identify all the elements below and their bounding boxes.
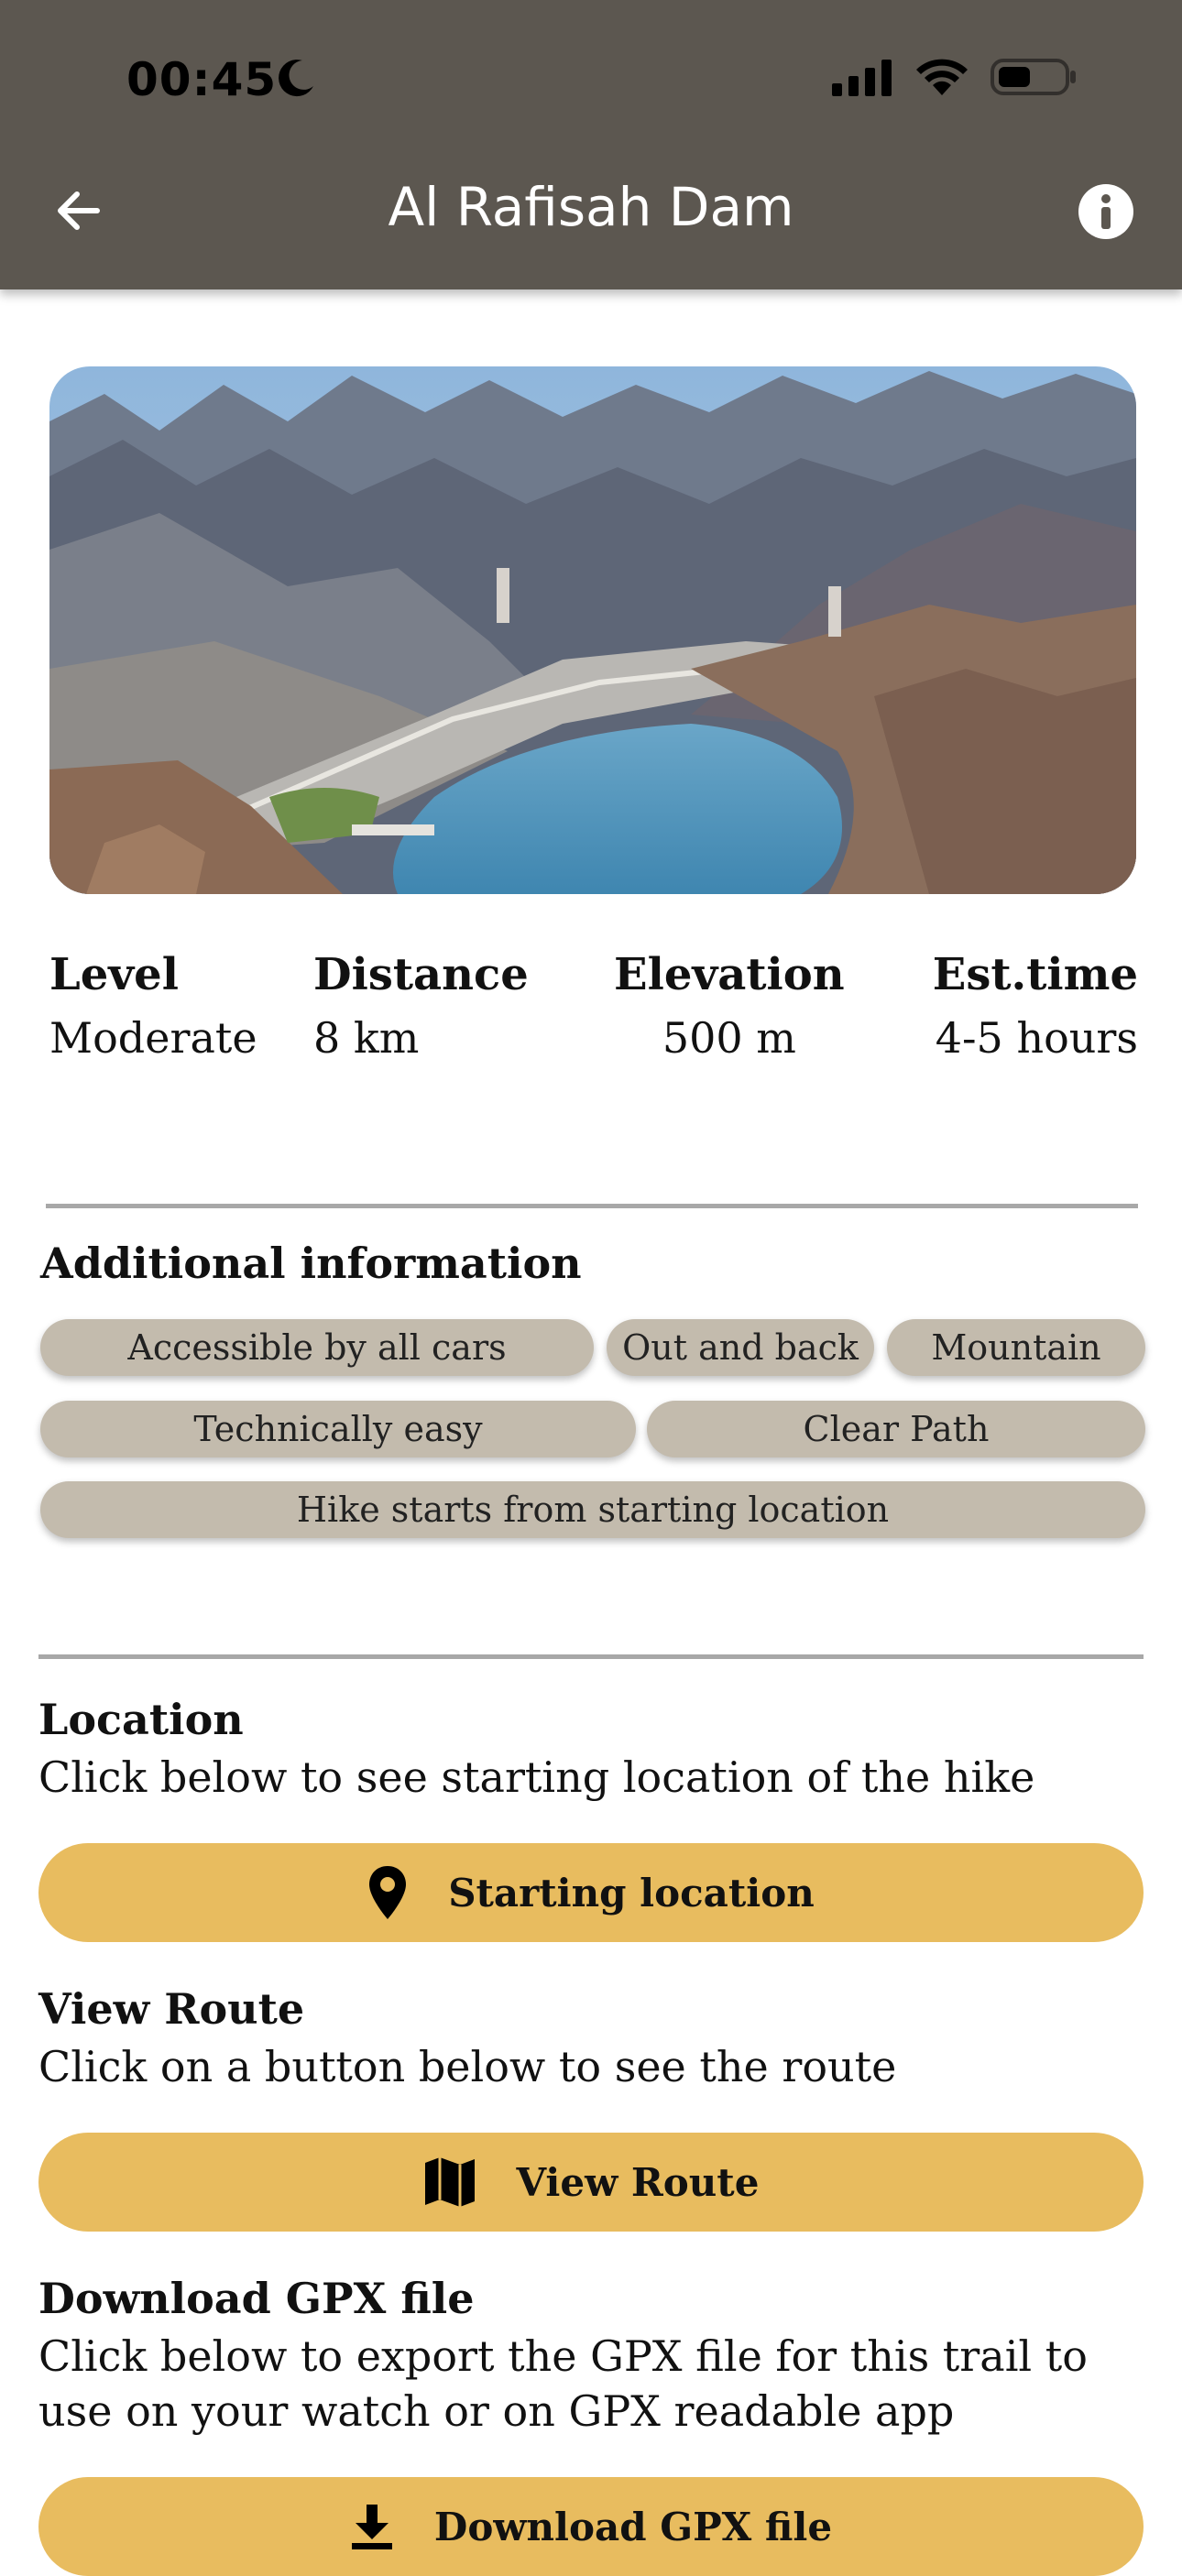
trail-hero-image (49, 366, 1136, 894)
download-gpx-label: Download GPX file (433, 2504, 833, 2549)
tag-chip: Hike starts from starting location (40, 1481, 1145, 1538)
stat-distance (313, 949, 529, 1063)
tag-chip: Mountain (887, 1319, 1145, 1376)
tag-chip: Clear Path (647, 1401, 1145, 1457)
status-icons (830, 57, 1078, 97)
tag-chip: Accessible by all cars (40, 1319, 594, 1376)
stat-value: Moderate (49, 1013, 257, 1063)
status-time: 00:45 (126, 53, 278, 106)
starting-location-button[interactable] (38, 1843, 1144, 1942)
battery-icon (990, 57, 1078, 97)
view-route-button[interactable] (38, 2133, 1144, 2232)
view-route-title: View Route (38, 1984, 305, 2034)
stat-label: Est.time (932, 949, 1138, 1000)
divider (46, 1204, 1138, 1208)
stat-value: 8 km (313, 1013, 420, 1063)
cellular-signal-icon (830, 58, 894, 96)
stat-est-time (933, 949, 1138, 1063)
stat-level (49, 949, 257, 1063)
page-title: Al Rafisah Dam (388, 176, 794, 238)
moon-icon (275, 57, 317, 99)
location-title: Location (38, 1695, 244, 1744)
app-header (0, 0, 1182, 289)
additional-info-title: Additional information (40, 1239, 582, 1288)
tag-chip: Technically easy (40, 1401, 636, 1457)
download-gpx-title: Download GPX file (38, 2274, 475, 2323)
view-route-label: View Route (516, 2159, 760, 2205)
stat-elevation (614, 949, 845, 1063)
starting-location-label: Starting location (448, 1870, 815, 1916)
download-gpx-description: Click below to export the GPX file for this trail to use on your watch or on GPX readable app (38, 2331, 1088, 2436)
tag-chip: Out and back (607, 1319, 874, 1376)
map-icon (423, 2156, 476, 2209)
info-icon[interactable] (1078, 183, 1134, 240)
stat-value: 500 m (662, 1013, 796, 1063)
view-route-description: Click on a button below to see the route (38, 2042, 897, 2091)
location-description: Click below to see starting location of the hike (38, 1752, 1035, 1802)
stat-label: Elevation (614, 949, 845, 1000)
stat-value: 4-5 hours (935, 1013, 1138, 1063)
stat-label: Distance (313, 949, 529, 1000)
stat-label: Level (49, 949, 179, 1000)
download-icon (350, 2503, 394, 2550)
map-pin-icon (367, 1864, 408, 1921)
wifi-icon (914, 57, 969, 97)
divider (38, 1654, 1144, 1659)
